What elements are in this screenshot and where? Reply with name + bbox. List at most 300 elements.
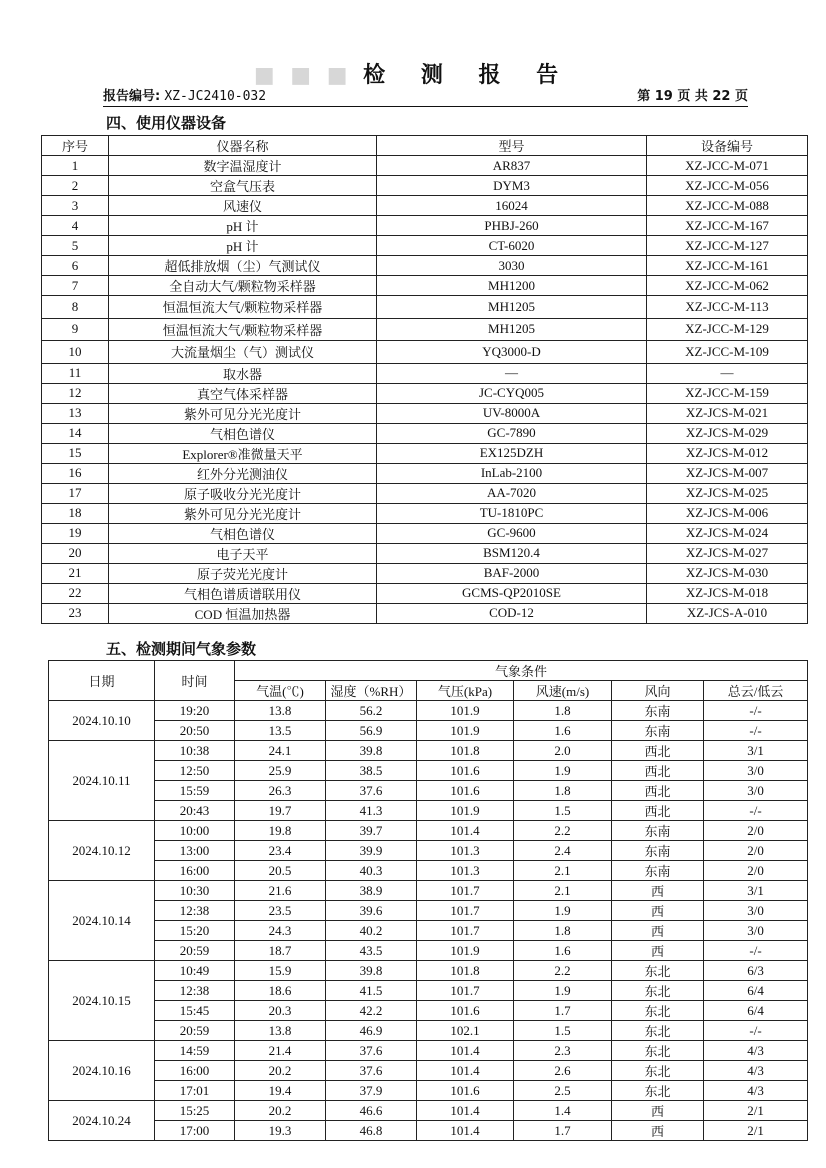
weather-humidity: 37.6	[326, 781, 417, 801]
weather-row	[49, 921, 808, 941]
weather-date: 2024.10.14	[49, 881, 155, 961]
equip-device-no: XZ-JCS-M-029	[647, 423, 808, 443]
weather-cloud: 2/1	[704, 1101, 808, 1121]
weather-time: 16:00	[155, 861, 235, 881]
equipment-row	[42, 443, 808, 463]
weather-temp: 13.8	[235, 701, 326, 721]
equip-no: 3	[42, 196, 109, 216]
weather-time: 16:00	[155, 1061, 235, 1081]
equip-no: 10	[42, 341, 109, 364]
equip-model: GC-9600	[377, 523, 647, 543]
weather-pressure: 101.4	[417, 1041, 514, 1061]
page-info: 第 19 页 共 22 页	[637, 89, 748, 104]
equip-device-no: XZ-JCC-M-129	[647, 318, 808, 341]
weather-wind-speed: 2.2	[514, 961, 612, 981]
weather-humidity: 46.8	[326, 1121, 417, 1141]
weather-pressure: 101.6	[417, 1081, 514, 1101]
equip-device-no: XZ-JCC-M-056	[647, 176, 808, 196]
weather-wind-dir: 东南	[612, 821, 704, 841]
weather-wind-dir: 西	[612, 1101, 704, 1121]
weather-cloud: 6/3	[704, 961, 808, 981]
weather-humidity: 40.2	[326, 921, 417, 941]
weather-temp: 19.8	[235, 821, 326, 841]
weather-wind-dir: 西	[612, 921, 704, 941]
weather-cloud: -/-	[704, 801, 808, 821]
equip-model: MH1205	[377, 318, 647, 341]
equip-device-no: XZ-JCC-M-062	[647, 276, 808, 296]
weather-pressure: 101.9	[417, 721, 514, 741]
weather-humidity: 39.7	[326, 821, 417, 841]
weather-wind-speed: 1.8	[514, 781, 612, 801]
weather-wind-speed: 1.9	[514, 761, 612, 781]
weather-pressure: 101.4	[417, 1121, 514, 1141]
equip-no: 19	[42, 523, 109, 543]
equipment-row	[42, 483, 808, 503]
weather-time: 15:20	[155, 921, 235, 941]
weather-temp: 18.6	[235, 981, 326, 1001]
weather-temp: 19.3	[235, 1121, 326, 1141]
equipment-row	[42, 318, 808, 341]
equip-name: 气相色谱仪	[109, 523, 377, 543]
weather-pressure: 101.7	[417, 901, 514, 921]
weather-time: 17:01	[155, 1081, 235, 1101]
weather-wind-speed: 1.8	[514, 921, 612, 941]
equip-name: 恒温恒流大气/颗粒物采样器	[109, 318, 377, 341]
weather-wind-dir: 东北	[612, 961, 704, 981]
equip-model: JC-CYQ005	[377, 383, 647, 403]
weather-row	[49, 841, 808, 861]
weather-wind-dir: 东北	[612, 1061, 704, 1081]
weather-temp: 19.4	[235, 1081, 326, 1101]
weather-temp: 25.9	[235, 761, 326, 781]
equip-name: 原子吸收分光光度计	[109, 483, 377, 503]
weather-temp: 18.7	[235, 941, 326, 961]
col-header-cloud: 总云/低云	[704, 681, 808, 701]
weather-row	[49, 1021, 808, 1041]
weather-cloud: 3/0	[704, 761, 808, 781]
equip-name: Explorer®准微量天平	[109, 443, 377, 463]
equip-no: 21	[42, 563, 109, 583]
weather-pressure: 101.6	[417, 761, 514, 781]
weather-time: 15:59	[155, 781, 235, 801]
equip-no: 16	[42, 463, 109, 483]
equip-model: GCMS-QP2010SE	[377, 583, 647, 603]
weather-time: 20:59	[155, 941, 235, 961]
equip-model: AR837	[377, 156, 647, 176]
col-header-temp: 气温(℃)	[235, 681, 326, 701]
weather-humidity: 42.2	[326, 1001, 417, 1021]
weather-pressure: 101.3	[417, 861, 514, 881]
equip-model: 3030	[377, 256, 647, 276]
equip-no: 2	[42, 176, 109, 196]
equipment-row	[42, 503, 808, 523]
weather-cloud: 3/0	[704, 781, 808, 801]
equip-name: 取水器	[109, 363, 377, 383]
equipment-row	[42, 216, 808, 236]
equipment-table-body	[42, 156, 808, 624]
equip-name: pH 计	[109, 236, 377, 256]
equipment-row	[42, 463, 808, 483]
weather-row	[49, 1081, 808, 1101]
equip-device-no: XZ-JCS-M-006	[647, 503, 808, 523]
weather-wind-dir: 西	[612, 1121, 704, 1141]
equip-device-no: XZ-JCS-M-025	[647, 483, 808, 503]
equip-model: EX125DZH	[377, 443, 647, 463]
weather-cloud: 3/0	[704, 901, 808, 921]
col-header-time: 时间	[155, 661, 235, 701]
equip-model: TU-1810PC	[377, 503, 647, 523]
weather-temp: 21.4	[235, 1041, 326, 1061]
weather-cloud: 2/0	[704, 841, 808, 861]
weather-pressure: 101.7	[417, 981, 514, 1001]
weather-wind-speed: 2.4	[514, 841, 612, 861]
weather-wind-dir: 东北	[612, 1041, 704, 1061]
weather-humidity: 37.6	[326, 1041, 417, 1061]
equip-name: 恒温恒流大气/颗粒物采样器	[109, 296, 377, 319]
equipment-row	[42, 341, 808, 364]
equipment-row	[42, 176, 808, 196]
weather-row	[49, 781, 808, 801]
weather-humidity: 46.6	[326, 1101, 417, 1121]
weather-temp: 20.2	[235, 1101, 326, 1121]
section4-title: 四、使用仪器设备	[106, 114, 227, 132]
weather-temp: 24.3	[235, 921, 326, 941]
equip-device-no: XZ-JCS-M-018	[647, 583, 808, 603]
equip-model: 16024	[377, 196, 647, 216]
weather-time: 13:00	[155, 841, 235, 861]
weather-wind-speed: 1.5	[514, 801, 612, 821]
weather-time: 20:50	[155, 721, 235, 741]
col-header-name: 仪器名称	[109, 136, 377, 156]
equipment-row	[42, 156, 808, 176]
equip-model: —	[377, 363, 647, 383]
weather-wind-dir: 西	[612, 941, 704, 961]
equip-device-no: XZ-JCS-M-024	[647, 523, 808, 543]
equip-name: 红外分光测油仪	[109, 463, 377, 483]
weather-wind-speed: 1.7	[514, 1121, 612, 1141]
equip-no: 17	[42, 483, 109, 503]
weather-wind-speed: 1.9	[514, 901, 612, 921]
equip-no: 20	[42, 543, 109, 563]
weather-date: 2024.10.11	[49, 741, 155, 821]
equip-name: 真空气体采样器	[109, 383, 377, 403]
weather-cloud: 2/1	[704, 1121, 808, 1141]
equip-name: 数字温湿度计	[109, 156, 377, 176]
weather-time: 20:59	[155, 1021, 235, 1041]
weather-cloud: 3/1	[704, 881, 808, 901]
equip-name: COD 恒温加热器	[109, 603, 377, 623]
equipment-row	[42, 256, 808, 276]
equip-device-no: XZ-JCC-M-113	[647, 296, 808, 319]
equip-device-no: XZ-JCC-M-127	[647, 236, 808, 256]
equip-no: 15	[42, 443, 109, 463]
weather-humidity: 38.5	[326, 761, 417, 781]
weather-cloud: -/-	[704, 1021, 808, 1041]
equipment-row	[42, 363, 808, 383]
weather-wind-speed: 2.6	[514, 1061, 612, 1081]
weather-humidity: 39.8	[326, 741, 417, 761]
weather-temp: 23.4	[235, 841, 326, 861]
equip-device-no: XZ-JCS-M-007	[647, 463, 808, 483]
weather-wind-speed: 1.4	[514, 1101, 612, 1121]
equip-no: 7	[42, 276, 109, 296]
equip-no: 12	[42, 383, 109, 403]
equipment-table	[41, 135, 808, 624]
equip-device-no: XZ-JCC-M-159	[647, 383, 808, 403]
weather-temp: 24.1	[235, 741, 326, 761]
weather-wind-dir: 西	[612, 881, 704, 901]
weather-time: 15:25	[155, 1101, 235, 1121]
equipment-header-row	[42, 136, 808, 156]
col-header-wind-dir: 风向	[612, 681, 704, 701]
weather-humidity: 40.3	[326, 861, 417, 881]
weather-pressure: 101.4	[417, 1061, 514, 1081]
equipment-row	[42, 403, 808, 423]
weather-date: 2024.10.10	[49, 701, 155, 741]
weather-cloud: 4/3	[704, 1081, 808, 1101]
weather-wind-speed: 2.0	[514, 741, 612, 761]
weather-temp: 26.3	[235, 781, 326, 801]
weather-wind-dir: 西北	[612, 801, 704, 821]
col-header-humidity: 湿度（%RH）	[326, 681, 417, 701]
equip-model: DYM3	[377, 176, 647, 196]
equip-device-no: XZ-JCC-M-088	[647, 196, 808, 216]
weather-pressure: 101.8	[417, 741, 514, 761]
weather-temp: 19.7	[235, 801, 326, 821]
weather-humidity: 37.6	[326, 1061, 417, 1081]
equip-name: 气相色谱质谱联用仪	[109, 583, 377, 603]
weather-pressure: 101.9	[417, 801, 514, 821]
weather-wind-dir: 西北	[612, 741, 704, 761]
weather-pressure: 101.4	[417, 821, 514, 841]
equip-name: 风速仪	[109, 196, 377, 216]
weather-temp: 13.5	[235, 721, 326, 741]
report-number-label: 报告编号:	[103, 89, 161, 104]
col-header-no: 序号	[42, 136, 109, 156]
weather-wind-dir: 东南	[612, 701, 704, 721]
equip-name: 气相色谱仪	[109, 423, 377, 443]
weather-row	[49, 761, 808, 781]
weather-humidity: 39.8	[326, 961, 417, 981]
weather-date: 2024.10.15	[49, 961, 155, 1041]
weather-time: 15:45	[155, 1001, 235, 1021]
col-header-weather-group: 气象条件	[235, 661, 808, 681]
weather-time: 12:38	[155, 901, 235, 921]
weather-temp: 20.3	[235, 1001, 326, 1021]
equip-name: 紫外可见分光光度计	[109, 403, 377, 423]
equip-device-no: XZ-JCS-A-010	[647, 603, 808, 623]
weather-row	[49, 1121, 808, 1141]
weather-time: 10:38	[155, 741, 235, 761]
equip-device-no: XZ-JCC-M-071	[647, 156, 808, 176]
weather-humidity: 56.2	[326, 701, 417, 721]
weather-humidity: 41.3	[326, 801, 417, 821]
equip-device-no: XZ-JCC-M-161	[647, 256, 808, 276]
weather-row	[49, 961, 808, 981]
weather-humidity: 46.9	[326, 1021, 417, 1041]
equip-device-no: XZ-JCC-M-167	[647, 216, 808, 236]
weather-wind-speed: 2.5	[514, 1081, 612, 1101]
equipment-row	[42, 603, 808, 623]
weather-humidity: 39.9	[326, 841, 417, 861]
weather-wind-speed: 1.7	[514, 1001, 612, 1021]
weather-time: 17:00	[155, 1121, 235, 1141]
weather-temp: 23.5	[235, 901, 326, 921]
equip-name: 原子荧光光度计	[109, 563, 377, 583]
equipment-row	[42, 583, 808, 603]
weather-row	[49, 701, 808, 721]
equip-name: 大流量烟尘（气）测试仪	[109, 341, 377, 364]
equip-no: 1	[42, 156, 109, 176]
weather-pressure: 101.3	[417, 841, 514, 861]
weather-date: 2024.10.12	[49, 821, 155, 881]
weather-wind-speed: 2.1	[514, 861, 612, 881]
weather-temp: 21.6	[235, 881, 326, 901]
weather-cloud: 6/4	[704, 1001, 808, 1021]
equip-no: 18	[42, 503, 109, 523]
weather-header-row-1	[49, 661, 808, 681]
weather-wind-dir: 东北	[612, 1021, 704, 1041]
equip-device-no: XZ-JCS-M-030	[647, 563, 808, 583]
weather-row	[49, 721, 808, 741]
equip-no: 5	[42, 236, 109, 256]
weather-cloud: 6/4	[704, 981, 808, 1001]
weather-pressure: 101.7	[417, 881, 514, 901]
equip-no: 6	[42, 256, 109, 276]
equip-model: MH1200	[377, 276, 647, 296]
equip-name: 紫外可见分光光度计	[109, 503, 377, 523]
col-header-device-no: 设备编号	[647, 136, 808, 156]
equip-name: 电子天平	[109, 543, 377, 563]
equip-model: COD-12	[377, 603, 647, 623]
equip-model: BSM120.4	[377, 543, 647, 563]
weather-time: 20:43	[155, 801, 235, 821]
equip-name: pH 计	[109, 216, 377, 236]
weather-wind-dir: 西北	[612, 781, 704, 801]
weather-humidity: 39.6	[326, 901, 417, 921]
equip-device-no: XZ-JCS-M-021	[647, 403, 808, 423]
weather-cloud: -/-	[704, 941, 808, 961]
equip-device-no: XZ-JCS-M-027	[647, 543, 808, 563]
equip-no: 9	[42, 318, 109, 341]
equipment-row	[42, 383, 808, 403]
weather-table	[48, 660, 808, 1141]
weather-row	[49, 981, 808, 1001]
report-number	[103, 85, 266, 104]
weather-wind-dir: 西	[612, 901, 704, 921]
weather-wind-speed: 1.6	[514, 941, 612, 961]
weather-pressure: 101.6	[417, 1001, 514, 1021]
equip-name: 超低排放烟（尘）气测试仪	[109, 256, 377, 276]
weather-pressure: 101.4	[417, 1101, 514, 1121]
weather-wind-dir: 东南	[612, 861, 704, 881]
equipment-row	[42, 276, 808, 296]
weather-humidity: 43.5	[326, 941, 417, 961]
weather-temp: 20.5	[235, 861, 326, 881]
equip-device-no: XZ-JCS-M-012	[647, 443, 808, 463]
weather-time: 10:30	[155, 881, 235, 901]
weather-humidity: 41.5	[326, 981, 417, 1001]
equip-model: UV-8000A	[377, 403, 647, 423]
report-title-text: 检 测 报 告	[363, 62, 573, 88]
report-header	[103, 87, 748, 107]
weather-pressure: 101.9	[417, 701, 514, 721]
equipment-row	[42, 236, 808, 256]
weather-row	[49, 741, 808, 761]
equip-no: 8	[42, 296, 109, 319]
weather-cloud: 3/1	[704, 741, 808, 761]
equip-name: 空盒气压表	[109, 176, 377, 196]
weather-cloud: 2/0	[704, 821, 808, 841]
weather-time: 19:20	[155, 701, 235, 721]
weather-pressure: 101.8	[417, 961, 514, 981]
weather-wind-dir: 东南	[612, 841, 704, 861]
weather-time: 10:49	[155, 961, 235, 981]
weather-row	[49, 861, 808, 881]
equip-no: 22	[42, 583, 109, 603]
weather-cloud: 4/3	[704, 1041, 808, 1061]
weather-time: 12:50	[155, 761, 235, 781]
weather-wind-speed: 2.3	[514, 1041, 612, 1061]
weather-row	[49, 821, 808, 841]
weather-humidity: 56.9	[326, 721, 417, 741]
equipment-row	[42, 563, 808, 583]
col-header-date: 日期	[49, 661, 155, 701]
equip-no: 11	[42, 363, 109, 383]
weather-wind-speed: 1.6	[514, 721, 612, 741]
equip-no: 14	[42, 423, 109, 443]
weather-wind-speed: 1.9	[514, 981, 612, 1001]
equip-model: BAF-2000	[377, 563, 647, 583]
weather-row	[49, 941, 808, 961]
weather-cloud: -/-	[704, 721, 808, 741]
weather-row	[49, 801, 808, 821]
weather-date: 2024.10.24	[49, 1101, 155, 1141]
col-header-wind-speed: 风速(m/s)	[514, 681, 612, 701]
equip-model: PHBJ-260	[377, 216, 647, 236]
weather-pressure: 101.7	[417, 921, 514, 941]
weather-pressure: 102.1	[417, 1021, 514, 1041]
weather-wind-speed: 1.5	[514, 1021, 612, 1041]
weather-time: 12:38	[155, 981, 235, 1001]
equip-model: CT-6020	[377, 236, 647, 256]
equip-model: YQ3000-D	[377, 341, 647, 364]
weather-cloud: -/-	[704, 701, 808, 721]
equipment-row	[42, 296, 808, 319]
weather-row	[49, 1041, 808, 1061]
weather-row	[49, 1001, 808, 1021]
weather-wind-dir: 东北	[612, 1081, 704, 1101]
equip-name: 全自动大气/颗粒物采样器	[109, 276, 377, 296]
weather-cloud: 3/0	[704, 921, 808, 941]
equipment-row	[42, 423, 808, 443]
weather-row	[49, 1061, 808, 1081]
col-header-pressure: 气压(kPa)	[417, 681, 514, 701]
report-number-value: XZ-JC2410-032	[164, 89, 267, 104]
equip-device-no: —	[647, 363, 808, 383]
weather-row	[49, 901, 808, 921]
col-header-model: 型号	[377, 136, 647, 156]
weather-pressure: 101.6	[417, 781, 514, 801]
equipment-row	[42, 196, 808, 216]
weather-date: 2024.10.16	[49, 1041, 155, 1101]
weather-row	[49, 881, 808, 901]
weather-pressure: 101.9	[417, 941, 514, 961]
equip-model: AA-7020	[377, 483, 647, 503]
weather-temp: 13.8	[235, 1021, 326, 1041]
equip-no: 4	[42, 216, 109, 236]
weather-humidity: 38.9	[326, 881, 417, 901]
